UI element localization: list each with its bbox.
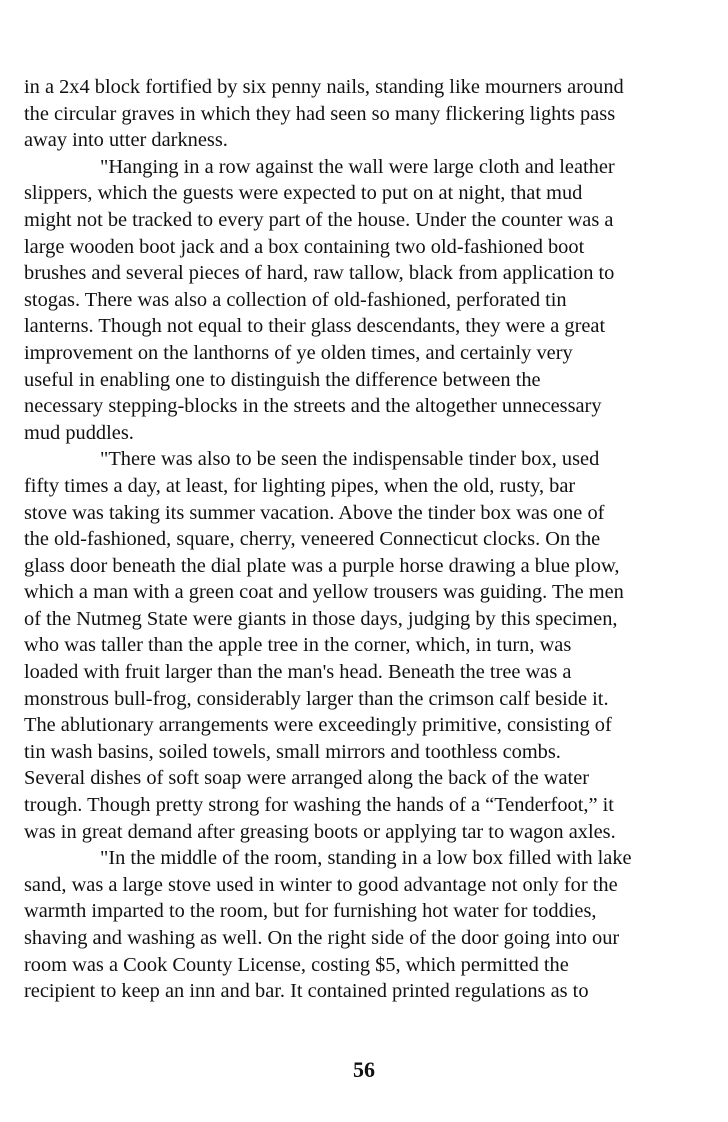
paragraph-start-line: "There was also to be seen the indispensable tinder box, used — [100, 448, 600, 471]
text-line: shaving and washing as well. On the right side of the door going into our — [24, 927, 620, 949]
text-line: lanterns. Though not equal to their glass descendants, they were a great — [24, 315, 606, 338]
text-line: room was a Cook County License, costing $5, which permitted the — [24, 953, 569, 976]
text-line: mud puddles. — [24, 421, 134, 444]
text-line: which a man with a green coat and yellow trousers was guiding. The men — [24, 581, 624, 604]
text-line: fifty times a day, at least, for lighting pipes, when the old, rusty, bar — [24, 474, 576, 497]
text-line: the circular graves in which they had seen so many flickering lights pass — [24, 102, 616, 125]
text-line: improvement on the lanthorns of ye olden times, and certainly very — [24, 341, 573, 364]
body-text — [24, 74, 714, 1005]
text-line: was in great demand after greasing boots or applying tar to wagon axles. — [24, 820, 616, 843]
text-line: The ablutionary arrangements were exceedingly primitive, consisting of — [24, 714, 612, 737]
text-line: the old-fashioned, square, cherry, veneered Connecticut clocks. On the — [24, 528, 601, 551]
text-line: stove was taking its summer vacation. Above the tinder box was one of — [24, 501, 605, 524]
text-line: in a 2x4 block fortified by six penny nails, standing like mourners around — [24, 76, 624, 98]
text-line: might not be tracked to every part of the house. Under the counter was a — [24, 208, 614, 231]
paragraph-start-line: "In the middle of the room, standing in a low box filled with lake — [100, 847, 632, 870]
text-line: slippers, which the guests were expected to put on at night, that mud — [24, 182, 583, 205]
text-line: Several dishes of soft soap were arranged along the back of the water — [24, 767, 590, 790]
text-line: monstrous bull-frog, considerably larger than the crimson calf beside it. — [24, 687, 609, 710]
text-line: necessary stepping-blocks in the streets and the altogether unnecessary — [24, 395, 602, 418]
text-line: trough. Though pretty strong for washing the hands of a “Tenderfoot,” it — [24, 794, 614, 817]
text-line: warmth imparted to the room, but for furnishing hot water for toddies, — [24, 900, 597, 923]
text-line: useful in enabling one to distinguish the difference between the — [24, 368, 541, 391]
paragraph-start-line: "Hanging in a row against the wall were large cloth and leather — [100, 155, 615, 178]
text-line: glass door beneath the dial plate was a purple horse drawing a blue plow, — [24, 554, 620, 577]
text-line: brushes and several pieces of hard, raw tallow, black from application to — [24, 262, 615, 285]
text-line: stogas. There was also a collection of old-fashioned, perforated tin — [24, 288, 567, 311]
text-line: loaded with fruit larger than the man's head. Beneath the tree was a — [24, 661, 572, 684]
text-line: large wooden boot jack and a box containing two old-fashioned boot — [24, 235, 585, 258]
text-line: tin wash basins, soiled towels, small mirrors and toothless combs. — [24, 740, 561, 763]
text-line: of the Nutmeg State were giants in those days, judging by this specimen, — [24, 607, 618, 630]
text-line: away into utter darkness. — [24, 129, 228, 152]
page-number: 56 — [353, 1057, 375, 1082]
text-line: recipient to keep an inn and bar. It contained printed regulations as to — [24, 980, 589, 1003]
text-line: who was taller than the apple tree in the corner, which, in turn, was — [24, 634, 572, 657]
text-line: sand, was a large stove used in winter to good advantage not only for the — [24, 873, 618, 896]
